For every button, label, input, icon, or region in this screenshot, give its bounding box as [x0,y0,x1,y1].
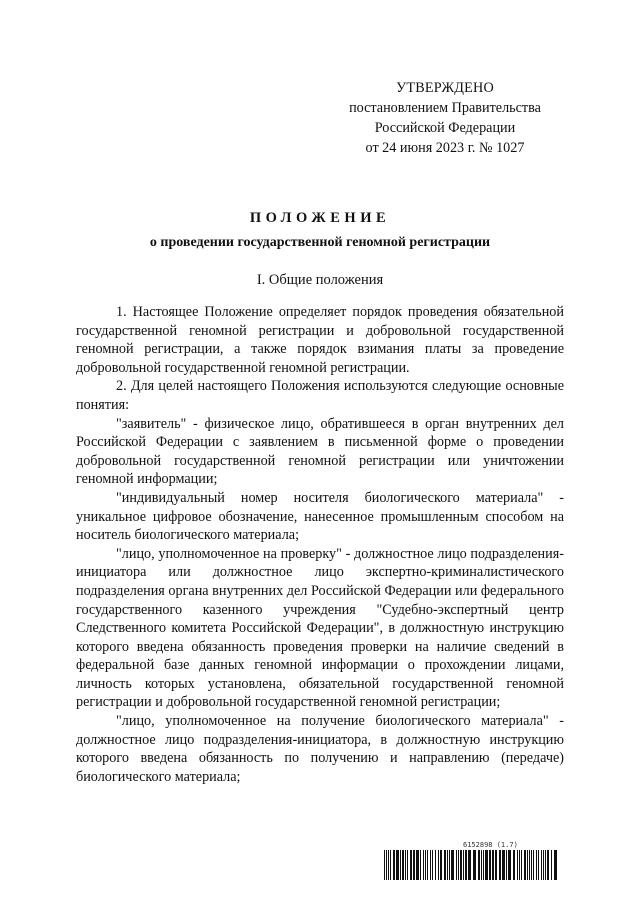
paragraph: 2. Для целей настоящего Положения используются следующие основные понятия: [76,378,564,413]
paragraph: "лицо, уполномоченное на получение биологического материала" - должностное лицо подразделения-инициатора, в должностную инструкцию которого введена обязанность по получению и направлению (передаче) биологического материала; [76,713,564,785]
approval-title: УТВЕРЖДЕНО [396,80,494,96]
document-subtitle: о проведении государственной геномной регистрации [149,235,491,250]
paragraph: "заявитель" - физическое лицо, обратившееся в орган внутренних дел Российской Федерации с заявлением в письменной форме о проведении добровольной государственной геномной регистрации или уничтожении геномной информации; [76,415,564,488]
approval-line-date: от 24 июня 2023 г. № 1027 [365,140,525,156]
approval-stamp [330,78,560,158]
section-heading: I. Общие положения [256,272,384,288]
paragraph: "лицо, уполномоченное на проверку" - должностное лицо подразделения-инициатора или должностное лицо экспертно-криминалистического подразделения органа внутренних дел Российской Федерации или федерального государственного казенного учреждения "Судебно-экспертный центр Следственного комитета Российской Федерации", в должностную инструкцию которого введена обязанность проведения проверки на наличие сведений в федеральной базе данных геномной информации о прохождении лицами, личность которых установлена, обязательной государственной геномной регистрации и добровольной государственной геномной регистрации; [76,545,564,711]
paragraph: 1. Настоящее Положение определяет порядок проведения обязательной государственной геномной регистрации и добровольной государственной геномной регистрации, а также порядок взимания платы за проведение добровольной государственной геномной регистрации. [76,304,564,376]
document-body [76,303,564,786]
approval-line-decree: постановлением Правительства [349,100,541,116]
barcode-number: 6152898 (1.7) [463,841,518,849]
document-title: ПОЛОЖЕНИЕ [249,210,391,226]
approval-line-government: Российской Федерации [374,120,516,136]
paragraph: "индивидуальный номер носителя биологического материала" - уникальное цифровое обозначение, нанесенное промышленным способом на носитель биологического материала; [76,489,564,544]
barcode [384,850,560,880]
